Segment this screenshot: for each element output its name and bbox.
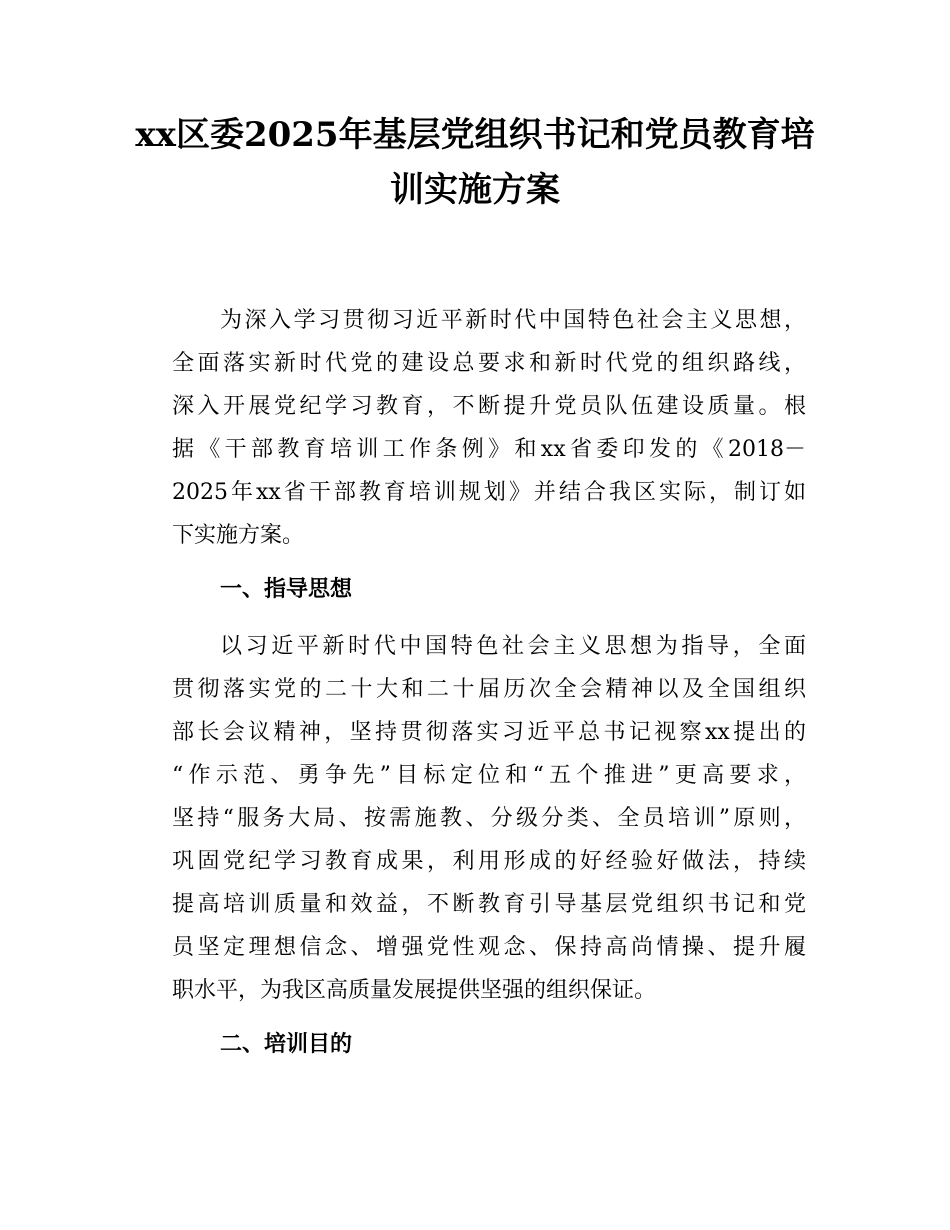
- text-line: 全面落实新时代党的建设总要求和新时代党的组织路线，: [172, 351, 806, 376]
- text-line: 以习近平新时代中国特色社会主义思想为指导，全面: [220, 634, 806, 659]
- section-heading-guiding-ideology: 一、指导思想: [220, 577, 353, 602]
- text-line: 提高培训质量和效益，不断教育引导基层党组织书记和党: [172, 892, 806, 917]
- section-heading-training-purpose: 二、培训目的: [220, 1032, 353, 1057]
- text-line: 深入开展党纪学习教育，不断提升党员队伍建设质量。根: [172, 394, 806, 419]
- text-line: 坚持“服务大局、按需施教、分级分类、全员培训”原则，: [172, 806, 806, 831]
- document-title: [0, 108, 950, 218]
- guiding-ideology-paragraph: [172, 625, 806, 1012]
- title-line-2: 训实施方案: [390, 170, 560, 210]
- text-line: 2025年xx省干部教育培训规划》并结合我区实际，制订如: [172, 480, 806, 505]
- intro-paragraph: [172, 299, 806, 557]
- text-line: “作示范、勇争先”目标定位和“五个推进”更高要求，: [172, 763, 806, 788]
- text-line: 为深入学习贯彻习近平新时代中国特色社会主义思想，: [220, 308, 806, 333]
- text-line: 职水平，为我区高质量发展提供坚强的组织保证。: [172, 978, 657, 1003]
- text-line: 下实施方案。: [172, 523, 305, 548]
- text-line: 员坚定理想信念、增强党性观念、保持高尚情操、提升履: [172, 935, 806, 960]
- text-line: 贯彻落实党的二十大和二十届历次全会精神以及全国组织: [172, 677, 806, 702]
- title-line-1: xx区委2025年基层党组织书记和党员教育培: [135, 115, 815, 155]
- text-line: 据《干部教育培训工作条例》和xx省委印发的《2018－: [172, 437, 806, 462]
- text-line: 部长会议精神，坚持贯彻落实习近平总书记视察xx提出的: [172, 720, 806, 745]
- text-line: 巩固党纪学习教育成果，利用形成的好经验好做法，持续: [172, 849, 806, 874]
